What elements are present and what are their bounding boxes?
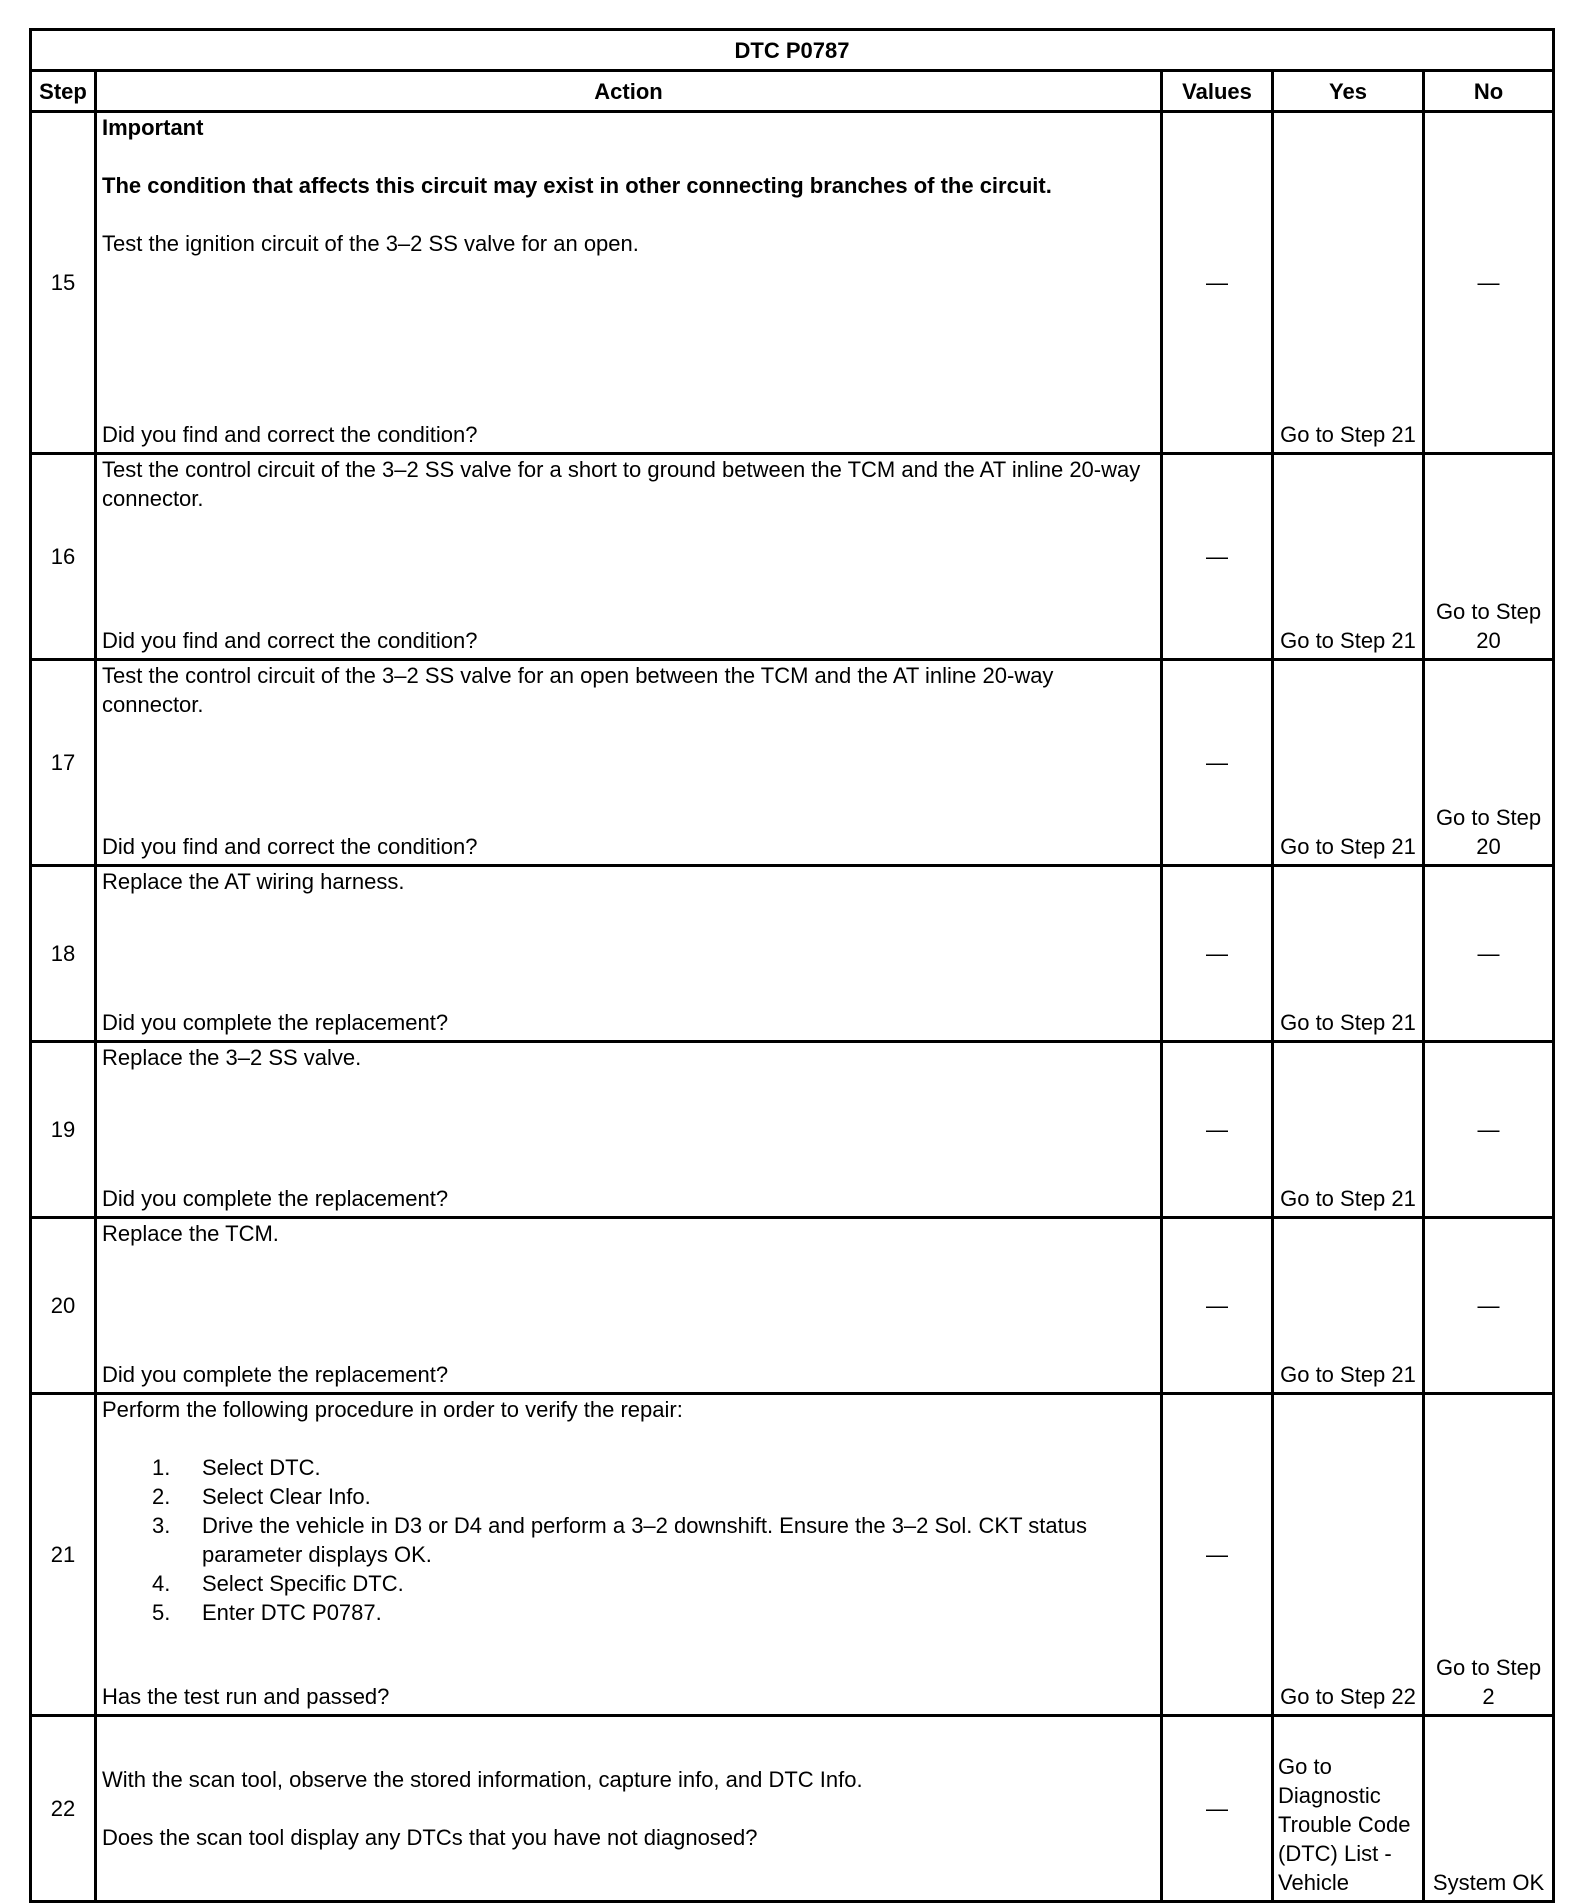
- action-text: Replace the AT wiring harness.: [102, 869, 405, 894]
- values-cell: —: [1162, 1716, 1273, 1902]
- action-cell: [96, 1716, 1162, 1902]
- action-cell: [96, 112, 1162, 454]
- table-row: [31, 1042, 1554, 1218]
- action-text: Test the control circuit of the 3–2 SS valve for an open between the TCM and the AT inline 20-way connector.: [102, 663, 1054, 717]
- yes-cell: Go to Step 21: [1273, 660, 1424, 866]
- step-number: 17: [31, 660, 96, 866]
- table-row: [31, 660, 1554, 866]
- step-number: 20: [31, 1218, 96, 1394]
- table-title: DTC P0787: [31, 30, 1554, 71]
- no-cell: —: [1424, 866, 1554, 1042]
- no-cell: System OK: [1424, 1716, 1554, 1902]
- list-item: 5. Enter DTC P0787.: [152, 1600, 382, 1625]
- step-number: 22: [31, 1716, 96, 1902]
- action-question: Did you complete the replacement?: [102, 1186, 449, 1211]
- action-question: Does the scan tool display any DTCs that you have not diagnosed?: [102, 1825, 758, 1850]
- table-row: [31, 1218, 1554, 1394]
- action-question: Did you find and correct the condition?: [102, 628, 478, 653]
- action-text: Perform the following procedure in order to verify the repair:: [102, 1397, 683, 1422]
- table-row: [31, 1394, 1554, 1716]
- table-header-row: [31, 71, 1554, 112]
- step-number: 21: [31, 1394, 96, 1716]
- no-cell: Go to Step 2: [1424, 1394, 1554, 1716]
- table-row: [31, 112, 1554, 454]
- values-cell: —: [1162, 866, 1273, 1042]
- yes-cell: Go to Step 21: [1273, 1042, 1424, 1218]
- values-cell: —: [1162, 112, 1273, 454]
- table-row: [31, 1716, 1554, 1902]
- action-cell: [96, 1042, 1162, 1218]
- yes-cell: Go to Step 21: [1273, 112, 1424, 454]
- action-text: Replace the 3–2 SS valve.: [102, 1045, 362, 1070]
- header-yes: Yes: [1273, 71, 1424, 112]
- header-no: No: [1424, 71, 1554, 112]
- header-values: Values: [1162, 71, 1273, 112]
- dtc-table-page: [29, 28, 1552, 1903]
- header-action: Action: [96, 71, 1162, 112]
- step-number: 15: [31, 112, 96, 454]
- action-cell: [96, 660, 1162, 866]
- no-cell: Go to Step 20: [1424, 454, 1554, 660]
- action-question: Did you complete the replacement?: [102, 1362, 449, 1387]
- no-cell: —: [1424, 1042, 1554, 1218]
- action-cell: [96, 1218, 1162, 1394]
- values-cell: —: [1162, 1218, 1273, 1394]
- list-item: 1. Select DTC.: [152, 1455, 321, 1480]
- list-item: 2. Select Clear Info.: [152, 1484, 371, 1509]
- action-question: Did you find and correct the condition?: [102, 422, 478, 447]
- action-cell: [96, 866, 1162, 1042]
- table-row: [31, 866, 1554, 1042]
- action-text: Test the control circuit of the 3–2 SS valve for a short to ground between the TCM and the AT inline 20-way connector.: [102, 457, 1141, 511]
- table-title-row: [31, 30, 1554, 71]
- list-item: 4. Select Specific DTC.: [152, 1571, 404, 1596]
- list-item: 3. Drive the vehicle in D3 or D4 and perform a 3–2 downshift. Ensure the 3–2 Sol. CKT status parameter displays OK.: [152, 1513, 1087, 1567]
- values-cell: —: [1162, 1042, 1273, 1218]
- step-number: 19: [31, 1042, 96, 1218]
- action-cell: [96, 454, 1162, 660]
- action-question: Did you find and correct the condition?: [102, 834, 478, 859]
- values-cell: —: [1162, 454, 1273, 660]
- values-cell: —: [1162, 1394, 1273, 1716]
- action-text: With the scan tool, observe the stored information, capture info, and DTC Info.: [102, 1767, 863, 1792]
- yes-cell: Go to Step 22: [1273, 1394, 1424, 1716]
- action-text: Replace the TCM.: [102, 1221, 279, 1246]
- no-cell: Go to Step 20: [1424, 660, 1554, 866]
- no-cell: —: [1424, 112, 1554, 454]
- header-step: Step: [31, 71, 96, 112]
- action-text: Test the ignition circuit of the 3–2 SS valve for an open.: [102, 231, 639, 256]
- table-row: [31, 454, 1554, 660]
- yes-cell: Go to Step 21: [1273, 1218, 1424, 1394]
- important-label: Important: [102, 115, 204, 140]
- dtc-table: [29, 28, 1555, 1903]
- yes-cell: Go to Diagnostic Trouble Code (DTC) List - Vehicle: [1273, 1716, 1424, 1902]
- action-cell: [96, 1394, 1162, 1716]
- procedure-list: [102, 1453, 1154, 1627]
- values-cell: —: [1162, 660, 1273, 866]
- action-question: Has the test run and passed?: [102, 1684, 390, 1709]
- important-text: The condition that affects this circuit may exist in other connecting branches of the circuit.: [102, 173, 1052, 198]
- no-cell: —: [1424, 1218, 1554, 1394]
- action-question: Did you complete the replacement?: [102, 1010, 449, 1035]
- step-number: 16: [31, 454, 96, 660]
- step-number: 18: [31, 866, 96, 1042]
- yes-cell: Go to Step 21: [1273, 454, 1424, 660]
- yes-cell: Go to Step 21: [1273, 866, 1424, 1042]
